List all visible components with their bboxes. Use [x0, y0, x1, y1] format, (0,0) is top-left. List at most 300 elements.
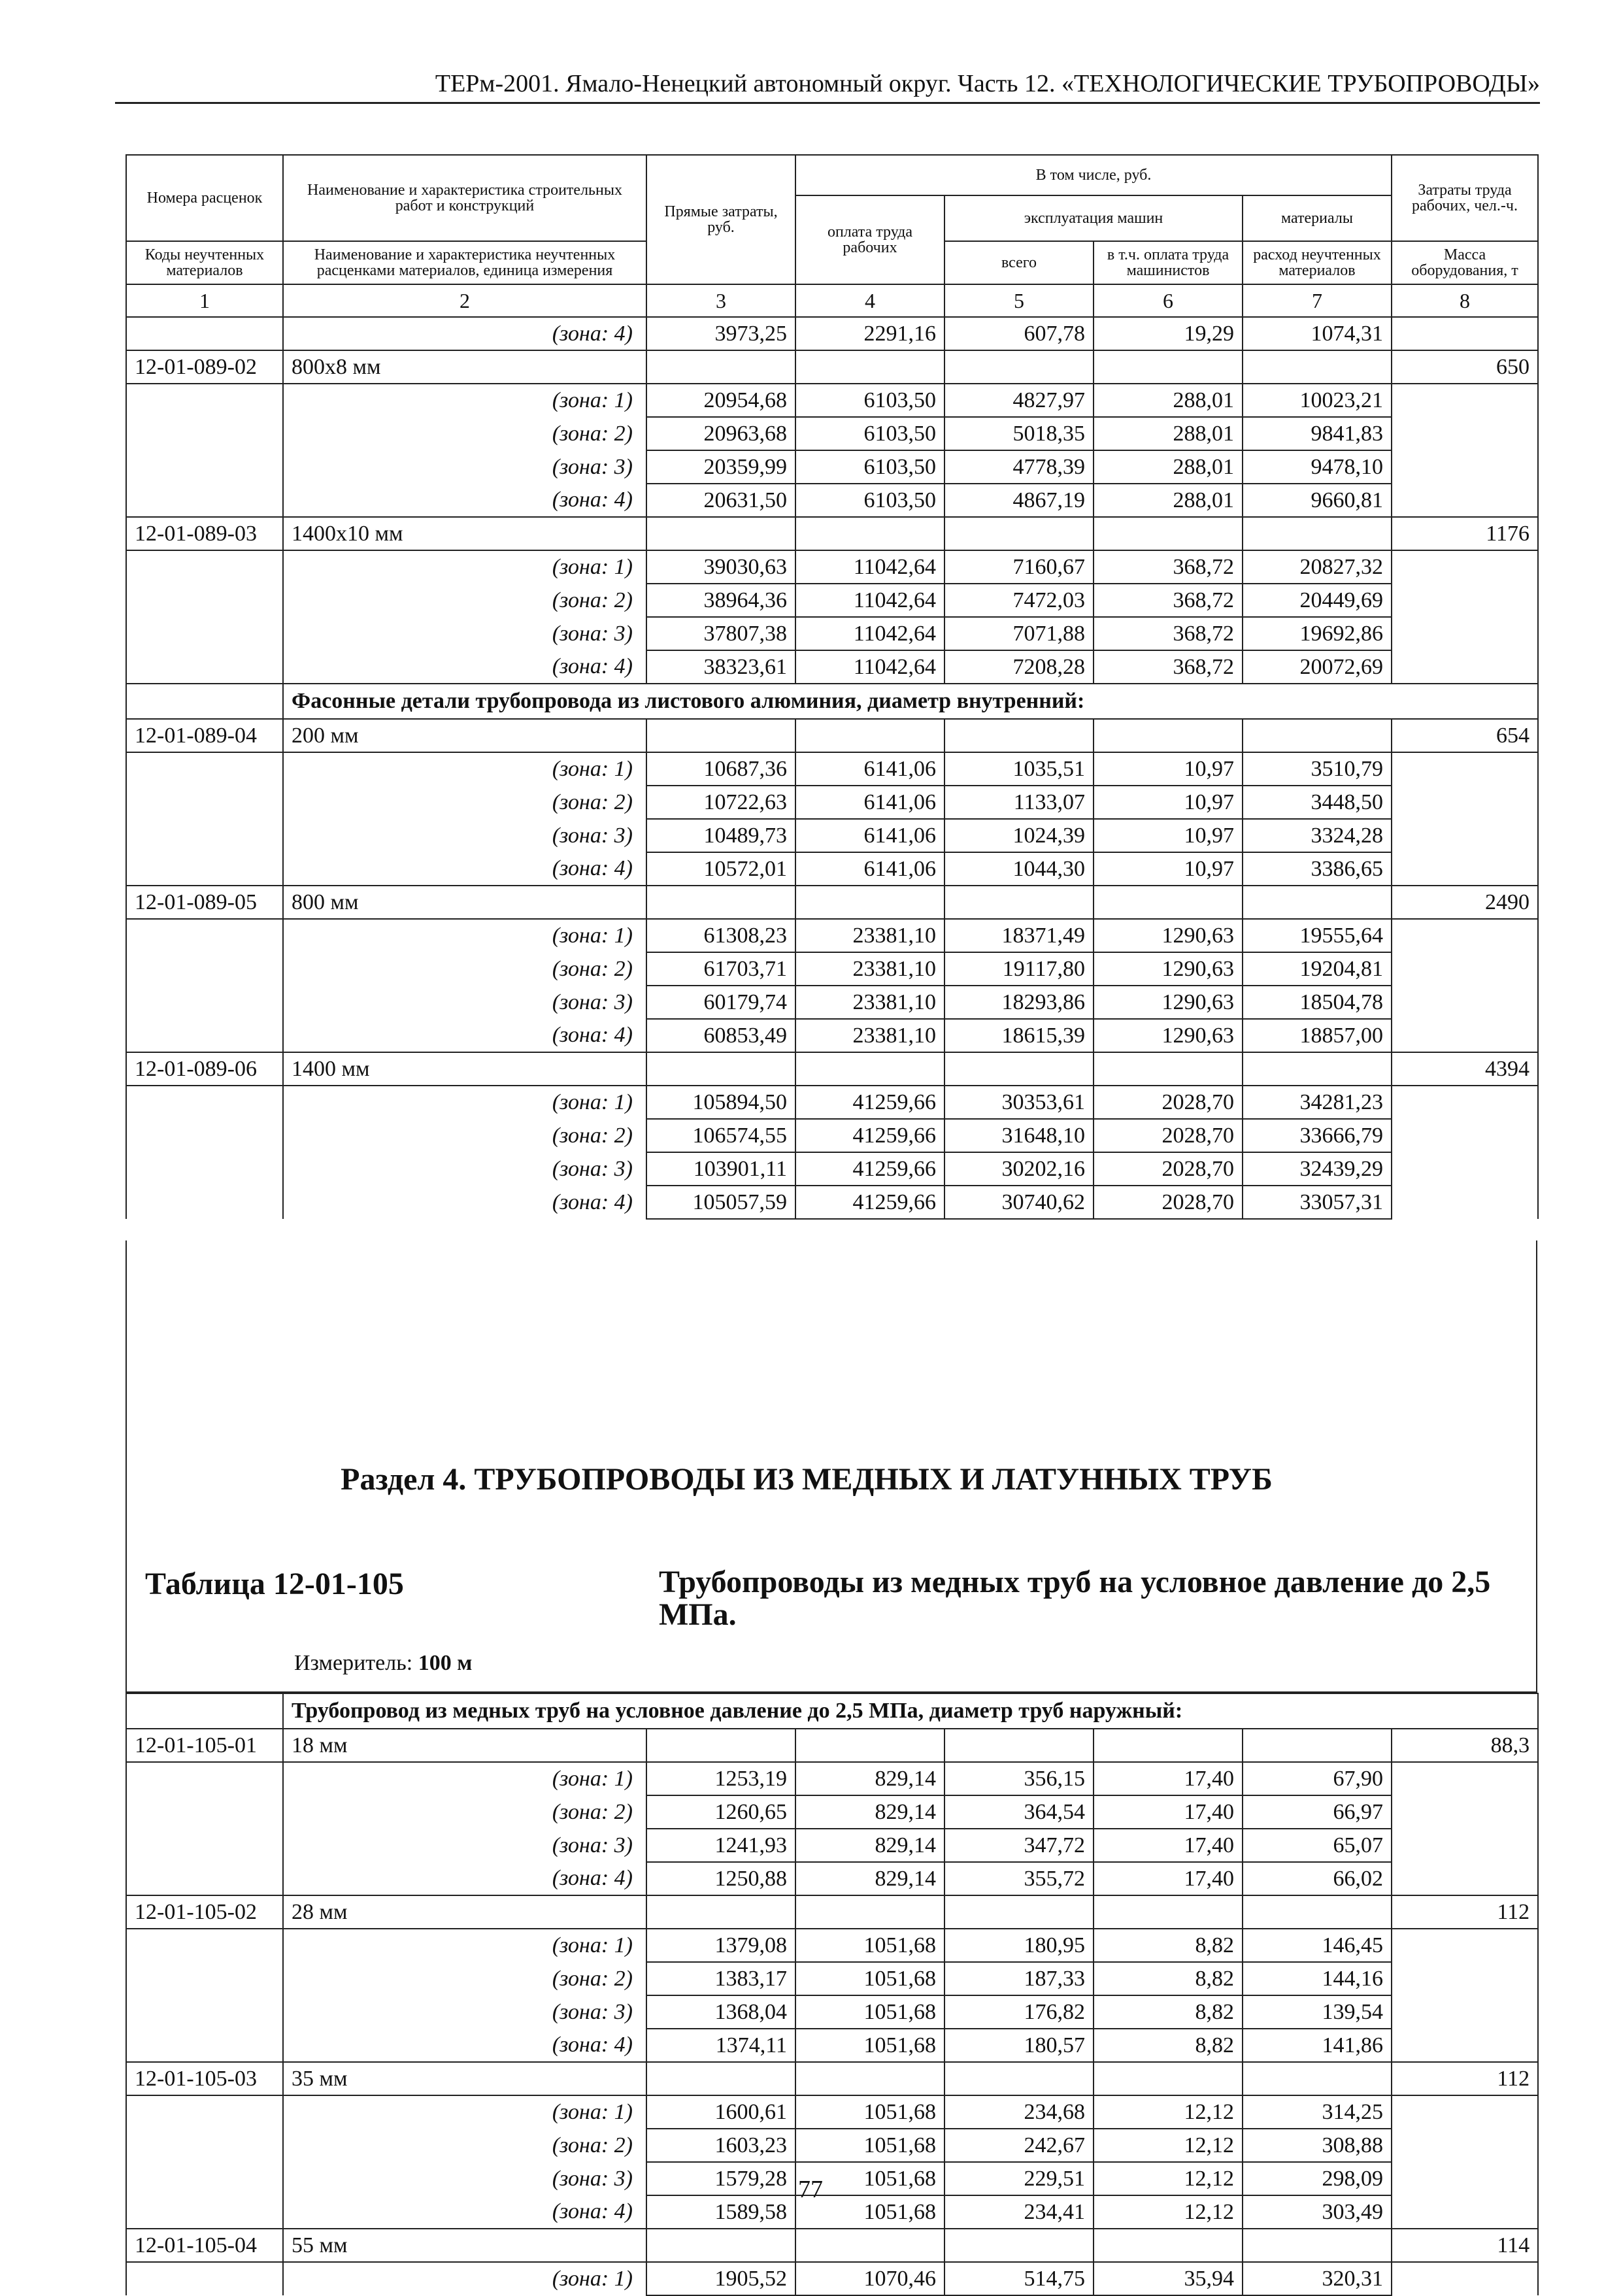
zone-label: (зона: 3)	[283, 2162, 646, 2195]
value-cell: 1290,63	[1094, 1019, 1243, 1052]
empty-cell	[1392, 2129, 1538, 2162]
value-cell: 3386,65	[1243, 852, 1392, 886]
value-cell: 1905,52	[646, 2262, 795, 2295]
value-cell: 11042,64	[795, 550, 944, 584]
empty-cell	[126, 2129, 283, 2162]
value-cell: 144,16	[1243, 1962, 1392, 1995]
value-cell: 4827,97	[944, 384, 1094, 417]
value-cell: 1051,68	[795, 2095, 944, 2129]
value-cell: 6103,50	[795, 484, 944, 517]
column-numbers-row	[126, 284, 1538, 317]
value-cell: 514,75	[944, 2262, 1094, 2295]
value-cell: 6141,06	[795, 819, 944, 852]
labor-costs: 114	[1392, 2229, 1538, 2262]
value-cell: 17,40	[1094, 1795, 1243, 1829]
empty-cell	[126, 1186, 283, 1219]
value-cell: 1383,17	[646, 1962, 795, 1995]
empty-cell	[646, 1052, 795, 1086]
value-cell: 31648,10	[944, 1119, 1094, 1152]
empty-cell	[126, 1929, 283, 1962]
empty-cell	[126, 484, 283, 517]
value-cell: 368,72	[1094, 550, 1243, 584]
value-cell: 7472,03	[944, 584, 1094, 617]
empty-cell	[1094, 2229, 1243, 2262]
rate-code: 12-01-105-04	[126, 2229, 283, 2262]
value-cell: 1070,46	[795, 2262, 944, 2295]
zone-label: (зона: 2)	[283, 952, 646, 986]
value-cell: 23381,10	[795, 1019, 944, 1052]
empty-cell	[126, 2029, 283, 2062]
value-cell: 10722,63	[646, 786, 795, 819]
value-cell: 6103,50	[795, 450, 944, 484]
value-cell: 2291,16	[795, 317, 944, 350]
value-cell: 37807,38	[646, 617, 795, 650]
value-cell: 347,72	[944, 1829, 1094, 1862]
empty-cell	[1094, 886, 1243, 919]
subheading-row	[126, 1693, 1538, 1729]
empty-cell	[1392, 1186, 1538, 1219]
value-cell: 19204,81	[1243, 952, 1392, 986]
empty-cell	[126, 919, 283, 952]
zone-label: (зона: 4)	[283, 1186, 646, 1219]
zone-row	[126, 752, 1538, 786]
value-cell: 368,72	[1094, 617, 1243, 650]
page-number: 77	[798, 2176, 823, 2203]
empty-cell	[795, 1052, 944, 1086]
zone-row	[126, 1762, 1538, 1795]
zone-row	[126, 2029, 1538, 2062]
zone-label: (зона: 3)	[283, 1995, 646, 2029]
labor-costs: 1176	[1392, 517, 1538, 550]
value-cell: 11042,64	[795, 650, 944, 684]
empty-cell	[126, 384, 283, 417]
value-cell: 19117,80	[944, 952, 1094, 986]
labor-costs: 112	[1392, 2062, 1538, 2095]
value-cell: 1589,58	[646, 2195, 795, 2229]
empty-cell	[1392, 617, 1538, 650]
empty-cell	[1392, 450, 1538, 484]
value-cell: 66,97	[1243, 1795, 1392, 1829]
rate-code: 12-01-089-02	[126, 350, 283, 384]
value-cell: 1250,88	[646, 1862, 795, 1895]
value-cell: 34281,23	[1243, 1086, 1392, 1119]
value-cell: 298,09	[1243, 2162, 1392, 2195]
value-cell: 9478,10	[1243, 450, 1392, 484]
empty-cell	[126, 650, 283, 684]
zone-label: (зона: 1)	[283, 2095, 646, 2129]
empty-cell	[126, 450, 283, 484]
empty-cell	[1392, 986, 1538, 1019]
value-cell: 30202,16	[944, 1152, 1094, 1186]
empty-cell	[126, 1086, 283, 1119]
col-header-name: Наименование и характеристика строительных работ и конструкций	[283, 155, 646, 241]
empty-cell	[1243, 517, 1392, 550]
zone-label: (зона: 2)	[283, 1119, 646, 1152]
value-cell: 1290,63	[1094, 952, 1243, 986]
value-cell: 229,51	[944, 2162, 1094, 2195]
empty-cell	[1392, 752, 1538, 786]
value-cell: 2028,70	[1094, 1119, 1243, 1152]
empty-cell	[1094, 1729, 1243, 1762]
zone-label: (зона: 1)	[283, 550, 646, 584]
value-cell: 7071,88	[944, 617, 1094, 650]
empty-cell	[646, 2062, 795, 2095]
value-cell: 829,14	[795, 1762, 944, 1795]
empty-cell	[795, 1895, 944, 1929]
value-cell: 106574,55	[646, 1119, 795, 1152]
empty-cell	[126, 684, 283, 719]
value-cell: 180,57	[944, 2029, 1094, 2062]
value-cell: 67,90	[1243, 1762, 1392, 1795]
value-cell: 4778,39	[944, 450, 1094, 484]
value-cell: 320,31	[1243, 2262, 1392, 2295]
empty-cell	[1243, 1052, 1392, 1086]
value-cell: 61308,23	[646, 919, 795, 952]
table-number: Таблица 12-01-105	[145, 1567, 404, 1601]
value-cell: 288,01	[1094, 384, 1243, 417]
value-cell: 3448,50	[1243, 786, 1392, 819]
value-cell: 33057,31	[1243, 1186, 1392, 1219]
value-cell: 66,02	[1243, 1862, 1392, 1895]
zone-row	[126, 852, 1538, 886]
col-num: 1	[126, 284, 283, 317]
rate-code: 12-01-105-03	[126, 2062, 283, 2095]
empty-cell	[1392, 1995, 1538, 2029]
running-header	[115, 71, 1540, 104]
value-cell: 234,41	[944, 2195, 1094, 2229]
value-cell: 11042,64	[795, 584, 944, 617]
zone-row	[126, 2095, 1538, 2129]
value-cell: 1051,68	[795, 2162, 944, 2195]
value-cell: 105894,50	[646, 1086, 795, 1119]
value-cell: 60179,74	[646, 986, 795, 1019]
zone-label: (зона: 1)	[283, 752, 646, 786]
rate-code: 12-01-105-01	[126, 1729, 283, 1762]
value-cell: 368,72	[1094, 650, 1243, 684]
rate-name: 18 мм	[283, 1729, 646, 1762]
col-num: 2	[283, 284, 646, 317]
value-cell: 288,01	[1094, 484, 1243, 517]
rate-name: 800 мм	[283, 886, 646, 919]
zone-label: (зона: 2)	[283, 417, 646, 450]
value-cell: 6141,06	[795, 852, 944, 886]
value-cell: 10,97	[1094, 852, 1243, 886]
empty-cell	[1392, 1086, 1538, 1119]
zone-label: (зона: 1)	[283, 919, 646, 952]
zone-label: (зона: 2)	[283, 1962, 646, 1995]
empty-cell	[795, 2062, 944, 2095]
value-cell: 17,40	[1094, 1762, 1243, 1795]
zone-label: (зона: 4)	[283, 484, 646, 517]
value-cell: 65,07	[1243, 1829, 1392, 1862]
empty-cell	[944, 350, 1094, 384]
value-cell: 2028,70	[1094, 1186, 1243, 1219]
value-cell: 8,82	[1094, 1995, 1243, 2029]
empty-cell	[1392, 1862, 1538, 1895]
value-cell: 11042,64	[795, 617, 944, 650]
value-cell: 1290,63	[1094, 986, 1243, 1019]
empty-cell	[1094, 517, 1243, 550]
value-cell: 38964,36	[646, 584, 795, 617]
empty-cell	[126, 1152, 283, 1186]
value-cell: 3324,28	[1243, 819, 1392, 852]
empty-cell	[126, 1693, 283, 1729]
zone-row	[126, 1862, 1538, 1895]
table-name: Трубопроводы из медных труб на условное давление до 2,5 МПа.	[659, 1565, 1491, 1632]
empty-cell	[1243, 350, 1392, 384]
zone-row	[126, 986, 1538, 1019]
empty-cell	[1094, 719, 1243, 752]
zone-label: (зона: 4)	[283, 852, 646, 886]
col-num: 7	[1243, 284, 1392, 317]
section-header-block	[125, 1240, 1537, 1693]
zone-row	[126, 384, 1538, 417]
value-cell: 1051,68	[795, 1929, 944, 1962]
value-cell: 1133,07	[944, 786, 1094, 819]
value-cell: 1044,30	[944, 852, 1094, 886]
empty-cell	[1392, 384, 1538, 417]
empty-cell	[1392, 1795, 1538, 1829]
value-cell: 20963,68	[646, 417, 795, 450]
empty-cell	[1094, 2062, 1243, 2095]
zone-label: (зона: 3)	[283, 450, 646, 484]
value-cell: 355,72	[944, 1862, 1094, 1895]
empty-cell	[646, 1895, 795, 1929]
zone-label: (зона: 2)	[283, 584, 646, 617]
empty-cell	[795, 1729, 944, 1762]
empty-cell	[1392, 1962, 1538, 1995]
value-cell: 1260,65	[646, 1795, 795, 1829]
value-cell: 41259,66	[795, 1186, 944, 1219]
value-cell: 105057,59	[646, 1186, 795, 1219]
empty-cell	[1243, 886, 1392, 919]
zone-row	[126, 1829, 1538, 1862]
value-cell: 829,14	[795, 1829, 944, 1862]
value-cell: 8,82	[1094, 2029, 1243, 2062]
value-cell: 18615,39	[944, 1019, 1094, 1052]
rates-table-upper	[125, 154, 1539, 1220]
zone-label: (зона: 3)	[283, 1829, 646, 1862]
empty-cell	[1392, 484, 1538, 517]
subheading-text: Трубопровод из медных труб на условное давление до 2,5 МПа, диаметр труб наружный:	[283, 1693, 1538, 1729]
value-cell: 308,88	[1243, 2129, 1392, 2162]
empty-cell	[795, 719, 944, 752]
zone-row	[126, 1019, 1538, 1052]
empty-cell	[126, 1762, 283, 1795]
empty-cell	[646, 2229, 795, 2262]
value-cell: 20072,69	[1243, 650, 1392, 684]
col-header-machines: эксплуатация машин	[944, 195, 1243, 241]
zone-row	[126, 2129, 1538, 2162]
zone-label: (зона: 3)	[283, 1152, 646, 1186]
rate-row	[126, 1729, 1538, 1762]
value-cell: 41259,66	[795, 1152, 944, 1186]
value-cell: 61703,71	[646, 952, 795, 986]
value-cell: 1579,28	[646, 2162, 795, 2195]
col-header-wages: оплата труда рабочих	[795, 195, 944, 284]
value-cell: 1074,31	[1243, 317, 1392, 350]
empty-cell	[1392, 819, 1538, 852]
rate-code: 12-01-105-02	[126, 1895, 283, 1929]
empty-cell	[126, 986, 283, 1019]
empty-cell	[126, 1862, 283, 1895]
value-cell: 1603,23	[646, 2129, 795, 2162]
rate-row	[126, 350, 1538, 384]
empty-cell	[795, 886, 944, 919]
value-cell: 5018,35	[944, 417, 1094, 450]
value-cell: 12,12	[1094, 2129, 1243, 2162]
value-cell: 1051,68	[795, 1995, 944, 2029]
value-cell: 3510,79	[1243, 752, 1392, 786]
rate-name: 35 мм	[283, 2062, 646, 2095]
rate-code: 12-01-089-03	[126, 517, 283, 550]
empty-cell	[126, 417, 283, 450]
value-cell: 17,40	[1094, 1829, 1243, 1862]
col-header-including: В том числе, руб.	[795, 155, 1392, 195]
zone-row	[126, 919, 1538, 952]
zone-row	[126, 1995, 1538, 2029]
value-cell: 20827,32	[1243, 550, 1392, 584]
col-header-machines-total: всего	[944, 241, 1094, 284]
value-cell: 6103,50	[795, 417, 944, 450]
value-cell: 176,82	[944, 1995, 1094, 2029]
empty-cell	[1392, 2095, 1538, 2129]
value-cell: 1368,04	[646, 1995, 795, 2029]
col-num: 8	[1392, 284, 1538, 317]
value-cell: 1051,68	[795, 2029, 944, 2062]
empty-cell	[126, 1019, 283, 1052]
empty-cell	[1392, 2262, 1538, 2295]
empty-cell	[1392, 1762, 1538, 1795]
empty-cell	[126, 952, 283, 986]
rate-row	[126, 517, 1538, 550]
rate-row	[126, 886, 1538, 919]
zone-label: (зона: 1)	[283, 384, 646, 417]
zone-label: (зона: 3)	[283, 819, 646, 852]
empty-cell	[944, 719, 1094, 752]
value-cell: 234,68	[944, 2095, 1094, 2129]
empty-cell	[944, 2062, 1094, 2095]
empty-cell	[1392, 1119, 1538, 1152]
section-title: Раздел 4. ТРУБОПРОВОДЫ ИЗ МЕДНЫХ И ЛАТУННЫХ ТРУБ	[341, 1462, 1273, 1497]
value-cell: 18504,78	[1243, 986, 1392, 1019]
zone-row	[126, 819, 1538, 852]
header-title: ТЕРм-2001. Ямало-Ненецкий автономный округ. Часть 12. «ТЕХНОЛОГИЧЕСКИЕ ТРУБОПРОВОДЫ»	[435, 70, 1540, 97]
value-cell: 23381,10	[795, 952, 944, 986]
value-cell: 180,95	[944, 1929, 1094, 1962]
col-header-materials: материалы	[1243, 195, 1392, 241]
col-header-labor-costs: Затраты труда рабочих, чел.-ч.	[1392, 155, 1538, 241]
zone-label: (зона: 3)	[283, 617, 646, 650]
empty-cell	[126, 852, 283, 886]
value-cell: 19555,64	[1243, 919, 1392, 952]
empty-cell	[646, 719, 795, 752]
rate-name: 55 мм	[283, 2229, 646, 2262]
value-cell: 103901,11	[646, 1152, 795, 1186]
unit-of-measure	[294, 1651, 472, 1676]
zone-label: (зона: 4)	[283, 317, 646, 350]
zone-row	[126, 617, 1538, 650]
value-cell: 41259,66	[795, 1086, 944, 1119]
value-cell: 356,15	[944, 1762, 1094, 1795]
value-cell: 38323,61	[646, 650, 795, 684]
value-cell: 1374,11	[646, 2029, 795, 2062]
rate-row	[126, 2229, 1538, 2262]
empty-cell	[1392, 952, 1538, 986]
empty-cell	[944, 886, 1094, 919]
zone-row	[126, 786, 1538, 819]
value-cell: 17,40	[1094, 1862, 1243, 1895]
rate-name: 1400х10 мм	[283, 517, 646, 550]
zone-row	[126, 484, 1538, 517]
zone-label: (зона: 2)	[283, 786, 646, 819]
empty-cell	[1243, 1729, 1392, 1762]
rate-code: 12-01-089-06	[126, 1052, 283, 1086]
value-cell: 607,78	[944, 317, 1094, 350]
zone-row	[126, 450, 1538, 484]
empty-cell	[944, 1729, 1094, 1762]
value-cell: 1051,68	[795, 2195, 944, 2229]
labor-costs: 650	[1392, 350, 1538, 384]
value-cell: 20449,69	[1243, 584, 1392, 617]
empty-cell	[126, 752, 283, 786]
value-cell: 187,33	[944, 1962, 1094, 1995]
value-cell: 1600,61	[646, 2095, 795, 2129]
empty-cell	[1243, 1895, 1392, 1929]
rates-table-frame	[125, 154, 1537, 2291]
rate-name: 28 мм	[283, 1895, 646, 1929]
col-header-unaccounted-materials: расход неучтенных материалов	[1243, 241, 1392, 284]
empty-cell	[1243, 2229, 1392, 2262]
value-cell: 20954,68	[646, 384, 795, 417]
value-cell: 1241,93	[646, 1829, 795, 1862]
empty-cell	[795, 2229, 944, 2262]
empty-cell	[795, 517, 944, 550]
value-cell: 9660,81	[1243, 484, 1392, 517]
value-cell: 368,72	[1094, 584, 1243, 617]
zone-row	[126, 1086, 1538, 1119]
value-cell: 7208,28	[944, 650, 1094, 684]
value-cell: 8,82	[1094, 1929, 1243, 1962]
value-cell: 1024,39	[944, 819, 1094, 852]
zone-label: (зона: 1)	[283, 1086, 646, 1119]
value-cell: 10489,73	[646, 819, 795, 852]
zone-label: (зона: 1)	[283, 2262, 646, 2295]
labor-costs: 2490	[1392, 886, 1538, 919]
empty-cell	[126, 1119, 283, 1152]
value-cell: 32439,29	[1243, 1152, 1392, 1186]
value-cell: 141,86	[1243, 2029, 1392, 2062]
unit-value: 100 м	[418, 1651, 473, 1675]
zone-row	[126, 1119, 1538, 1152]
value-cell: 18371,49	[944, 919, 1094, 952]
empty-cell	[126, 317, 283, 350]
rate-name: 800х8 мм	[283, 350, 646, 384]
unit-label: Измеритель:	[294, 1651, 413, 1675]
empty-cell	[1392, 1019, 1538, 1052]
empty-cell	[126, 2095, 283, 2129]
zone-row	[126, 650, 1538, 684]
value-cell: 10572,01	[646, 852, 795, 886]
empty-cell	[1392, 786, 1538, 819]
value-cell: 146,45	[1243, 1929, 1392, 1962]
value-cell: 1290,63	[1094, 919, 1243, 952]
empty-cell	[1392, 650, 1538, 684]
empty-cell	[795, 350, 944, 384]
empty-cell	[646, 517, 795, 550]
labor-costs: 88,3	[1392, 1729, 1538, 1762]
empty-cell	[126, 1829, 283, 1862]
